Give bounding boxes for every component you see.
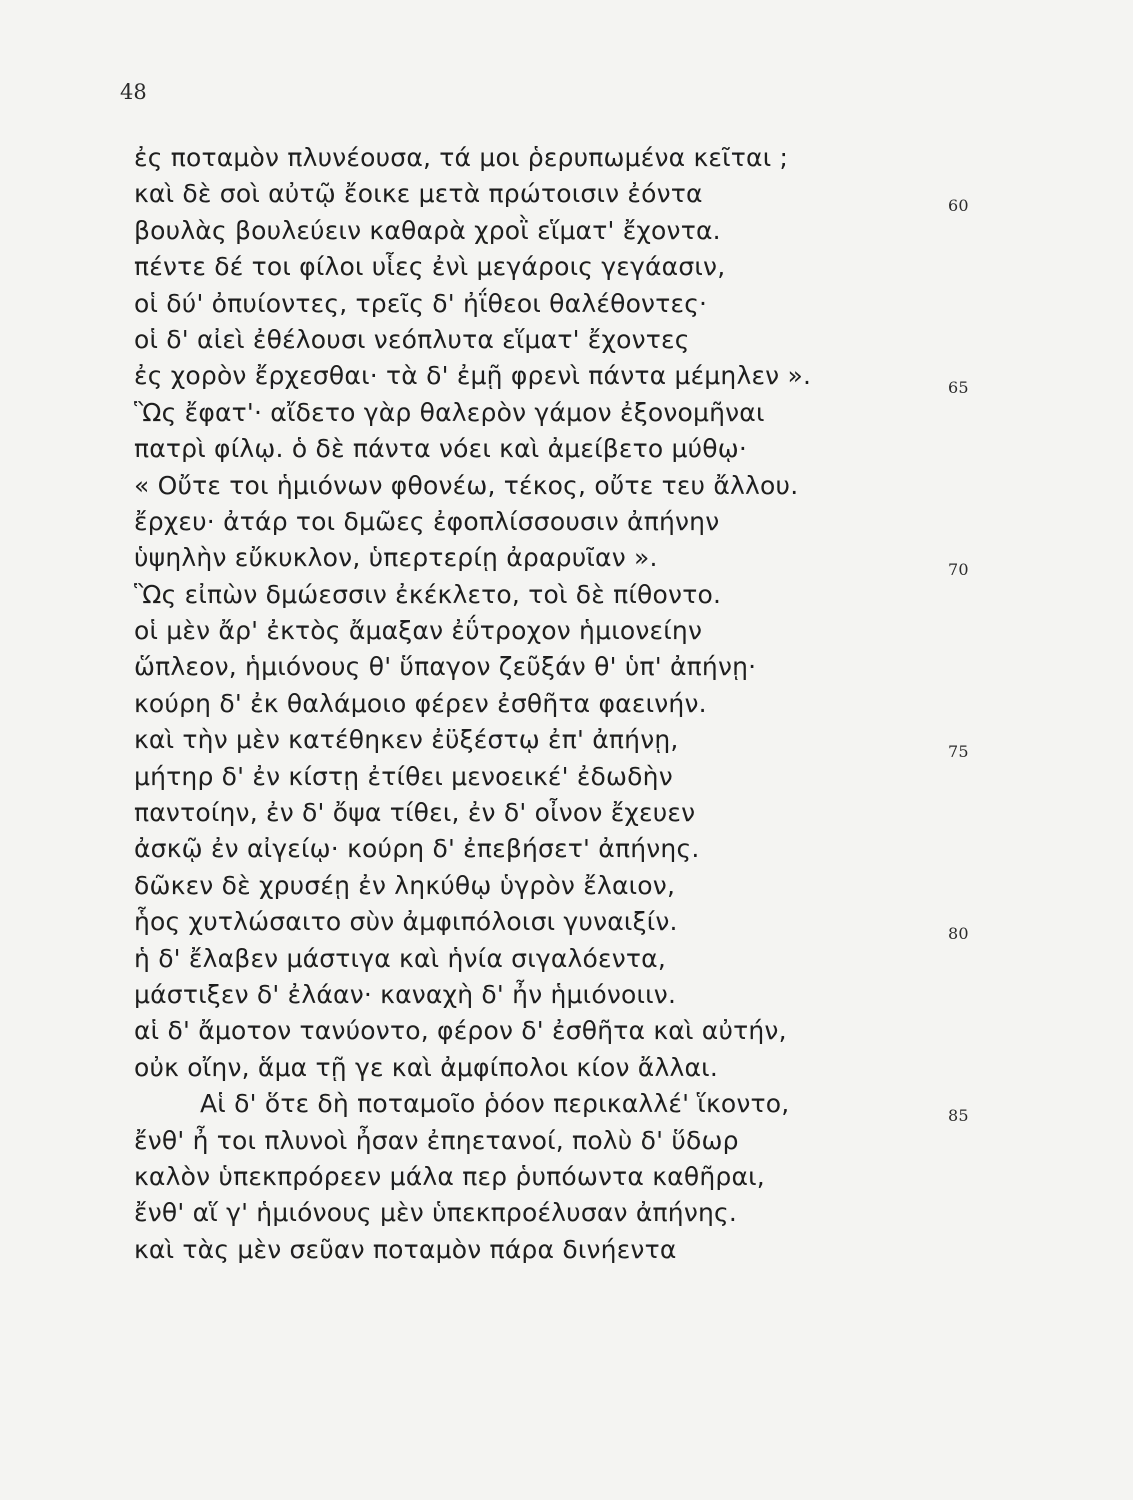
verse-line [134, 1013, 1014, 1049]
verse-text: « Οὔτε τοι ἡμιόνων φθονέω, τέκος, οὔτε τευ ἄλλου. [134, 470, 799, 500]
verse-line [134, 613, 1014, 649]
verse-line [134, 722, 1014, 762]
verse-line [134, 1050, 1014, 1086]
verse-text: ἔνθ' ἦ τοι πλυνοὶ ἦσαν ἐπηετανοί, πολὺ δ' ὕδωρ [134, 1125, 739, 1155]
verse-text: δῶκεν δὲ χρυσέῃ ἐν ληκύθῳ ὑγρὸν ἔλαιον, [134, 870, 676, 900]
verse-text: Αἱ δ' ὅτε δὴ ποταμοῖο ῥόον περικαλλέ' ἵκοντο, [200, 1089, 790, 1119]
verse-text: πέντε δέ τοι φίλοι υἷες ἐνὶ μεγάροις γεγάασιν, [134, 252, 726, 282]
verse-text: ἐς χορὸν ἔρχεσθαι· τὰ δ' ἐμῇ φρενὶ πάντα μέμηλεν ». [134, 361, 812, 391]
verse-text: καὶ τὴν μὲν κατέθηκεν ἐϋξέστῳ ἐπ' ἀπήνῃ, [134, 725, 679, 755]
verse-line [134, 213, 1014, 249]
verse-line [134, 468, 1014, 504]
verse-line [134, 686, 1014, 722]
verse-text: παντοίην, ἐν δ' ὄψα τίθει, ἐν δ' οἶνον ἔχευεν [134, 798, 696, 828]
verse-line [134, 795, 1014, 831]
line-number: 80 [948, 924, 969, 944]
verse-line [134, 759, 1014, 795]
verse-line [134, 941, 1014, 977]
verse-text: Ὣς ἔφατ'· αἴδετο γὰρ θαλερὸν γάμον ἐξονομῆναι [134, 397, 765, 427]
verse-line [134, 831, 1014, 867]
line-number: 60 [948, 196, 969, 216]
verse-text: πατρὶ φίλῳ. ὁ δὲ πάντα νόει καὶ ἀμείβετο μύθῳ· [134, 434, 748, 464]
verse-text: καλὸν ὑπεκπρόρεεν μάλα περ ῥυπόωντα καθῆραι, [134, 1161, 765, 1191]
verse-text: μήτηρ δ' ἐν κίστῃ ἐτίθει μενοεικέ' ἐδωδὴν [134, 761, 673, 791]
verse-text: οἱ μὲν ἄρ' ἐκτὸς ἄμαξαν ἐΰτροχον ἡμιονείην [134, 616, 703, 646]
verse-line [134, 249, 1014, 285]
verse-line [134, 540, 1014, 580]
line-number: 75 [948, 742, 969, 762]
verse-text: ἧος χυτλώσαιτο σὺν ἀμφιπόλοισι γυναιξίν. [134, 907, 678, 937]
verse-text: οἱ δ' αἰεὶ ἐθέλουσι νεόπλυτα εἵματ' ἔχοντες [134, 324, 690, 354]
verse-line [134, 904, 1014, 944]
line-number: 70 [948, 560, 969, 580]
poem-text [134, 140, 1014, 1268]
verse-line [134, 649, 1014, 685]
verse-text: ἔνθ' αἵ γ' ἡμιόνους μὲν ὑπεκπροέλυσαν ἀπήνης. [134, 1198, 738, 1228]
verse-line [134, 322, 1014, 358]
verse-line [134, 977, 1014, 1013]
page-number: 48 [120, 80, 147, 104]
verse-line [134, 358, 1014, 398]
verse-text: Ὣς εἰπὼν δμώεσσιν ἐκέκλετο, τοὶ δὲ πίθοντο. [134, 579, 722, 609]
verse-line [134, 176, 1014, 216]
verse-line [134, 395, 1014, 431]
verse-text: ἔρχευ· ἀτάρ τοι δμῶες ἐφοπλίσσουσιν ἀπήνην [134, 506, 720, 536]
line-number: 85 [948, 1106, 969, 1126]
verse-text: οὐκ οἴην, ἅμα τῇ γε καὶ ἀμφίπολοι κίον ἄλλαι. [134, 1052, 718, 1082]
verse-text: αἱ δ' ἄμοτον τανύοντο, φέρον δ' ἐσθῆτα καὶ αὐτήν, [134, 1016, 787, 1046]
verse-line [134, 1195, 1014, 1231]
verse-text: καὶ τὰς μὲν σεῦαν ποταμὸν πάρα δινήεντα [134, 1234, 677, 1264]
line-number: 65 [948, 378, 969, 398]
verse-line [134, 1159, 1014, 1195]
verse-text: ἡ δ' ἔλαβεν μάστιγα καὶ ἡνία σιγαλόεντα, [134, 943, 666, 973]
verse-line [134, 1123, 1014, 1159]
verse-line [134, 577, 1014, 613]
verse-line [134, 431, 1014, 467]
verse-text: οἱ δύ' ὀπυίοντες, τρεῖς δ' ἠΐθεοι θαλέθοντες· [134, 288, 708, 318]
verse-line [134, 1232, 1014, 1268]
verse-text: βουλὰς βουλεύειν καθαρὰ χροῒ εἵματ' ἔχοντα. [134, 215, 721, 245]
verse-line [134, 1086, 1014, 1126]
verse-text: μάστιξεν δ' ἐλάαν· καναχὴ δ' ἦν ἡμιόνοιιν. [134, 979, 677, 1009]
verse-text: καὶ δὲ σοὶ αὐτῷ ἔοικε μετὰ πρώτοισιν ἐόντα [134, 179, 703, 209]
verse-text: ἀσκῷ ἐν αἰγείῳ· κούρη δ' ἐπεβήσετ' ἀπήνης. [134, 834, 700, 864]
verse-line [134, 504, 1014, 540]
verse-text: ἐς ποταμὸν πλυνέουσα, τά μοι ῥερυπωμένα κεῖται ; [134, 143, 789, 172]
verse-line [134, 140, 1014, 176]
verse-text: ὑψηλὴν εὔκυκλον, ὑπερτερίῃ ἀραρυῖαν ». [134, 543, 658, 573]
verse-text: κούρη δ' ἐκ θαλάμοιο φέρεν ἐσθῆτα φαεινήν. [134, 688, 707, 718]
verse-text: ὥπλεον, ἡμιόνους θ' ὕπαγον ζεῦξάν θ' ὑπ' ἀπήνῃ· [134, 652, 757, 682]
verse-line [134, 286, 1014, 322]
verse-line [134, 868, 1014, 904]
